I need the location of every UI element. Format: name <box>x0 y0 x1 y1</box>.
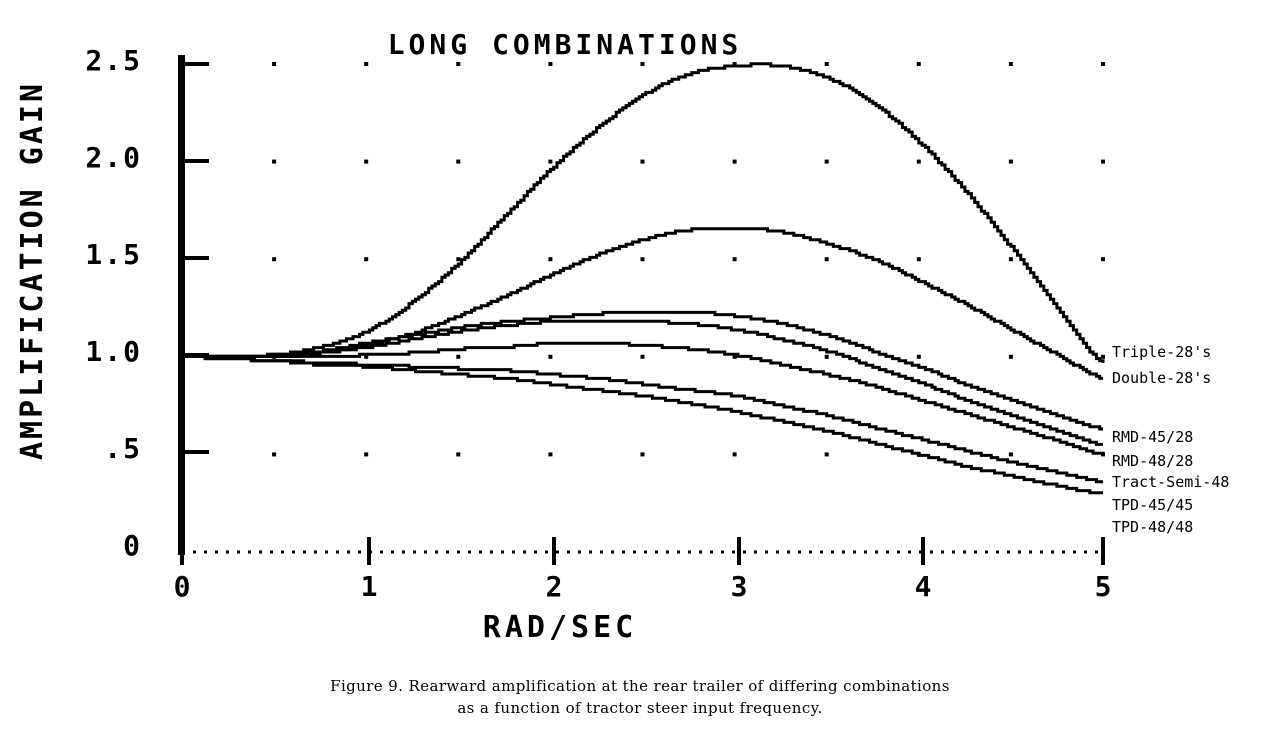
curve-triple-28-s <box>182 64 1103 363</box>
x-tick-label-3: 3 <box>730 570 748 603</box>
series-label-tract-semi-48: Tract-Semi-48 <box>1112 473 1230 491</box>
x-tick-label-1: 1 <box>360 570 378 603</box>
y-tick-label-1-0: 1.0 <box>85 335 142 368</box>
curve-tpd-45-45 <box>182 356 1103 482</box>
x-tick-label-2: 2 <box>545 570 563 603</box>
series-label-tpd-45-45: TPD-45/45 <box>1112 496 1194 514</box>
chart-title: LONG COMBINATIONS <box>387 28 743 61</box>
figure-caption-line1: Figure 9. Rearward amplification at the rear trailer of differing combinations <box>330 677 950 695</box>
y-axis-label <box>10 30 56 510</box>
x-tick-label-0: 0 <box>173 570 191 603</box>
y-tick-label-1-5: 1.5 <box>85 238 142 271</box>
y-tick-label-2-5: 2.5 <box>85 44 142 77</box>
y-axis-label-text: AMPLIFICATION GAIN <box>15 80 51 460</box>
y-tick-label-0-5: .5 <box>104 432 142 465</box>
axis-lines <box>178 55 1105 565</box>
curve-tpd-48-48 <box>182 356 1103 493</box>
figure-caption-line2: as a function of tractor steer input frequency. <box>457 699 823 717</box>
y-tick-label-2-0: 2.0 <box>85 141 142 174</box>
series-label-tpd-48-48: TPD-48/48 <box>1112 518 1194 536</box>
figure-caption <box>0 675 1280 719</box>
x-tick-label-5: 5 <box>1094 570 1112 603</box>
series-label-rmd-45-28: RMD-45/28 <box>1112 428 1194 446</box>
x-tick-label-4: 4 <box>914 570 932 603</box>
series-label-double-28s: Double-28's <box>1112 369 1212 387</box>
grid-dots <box>272 62 1105 456</box>
y-tick-label-0: 0 <box>123 529 142 562</box>
series-label-triple-28s: Triple-28's <box>1112 343 1212 361</box>
x-axis-label: RAD/SEC <box>482 610 638 645</box>
data-curves <box>182 64 1103 493</box>
series-label-rmd-48-28: RMD-48/28 <box>1112 452 1194 470</box>
